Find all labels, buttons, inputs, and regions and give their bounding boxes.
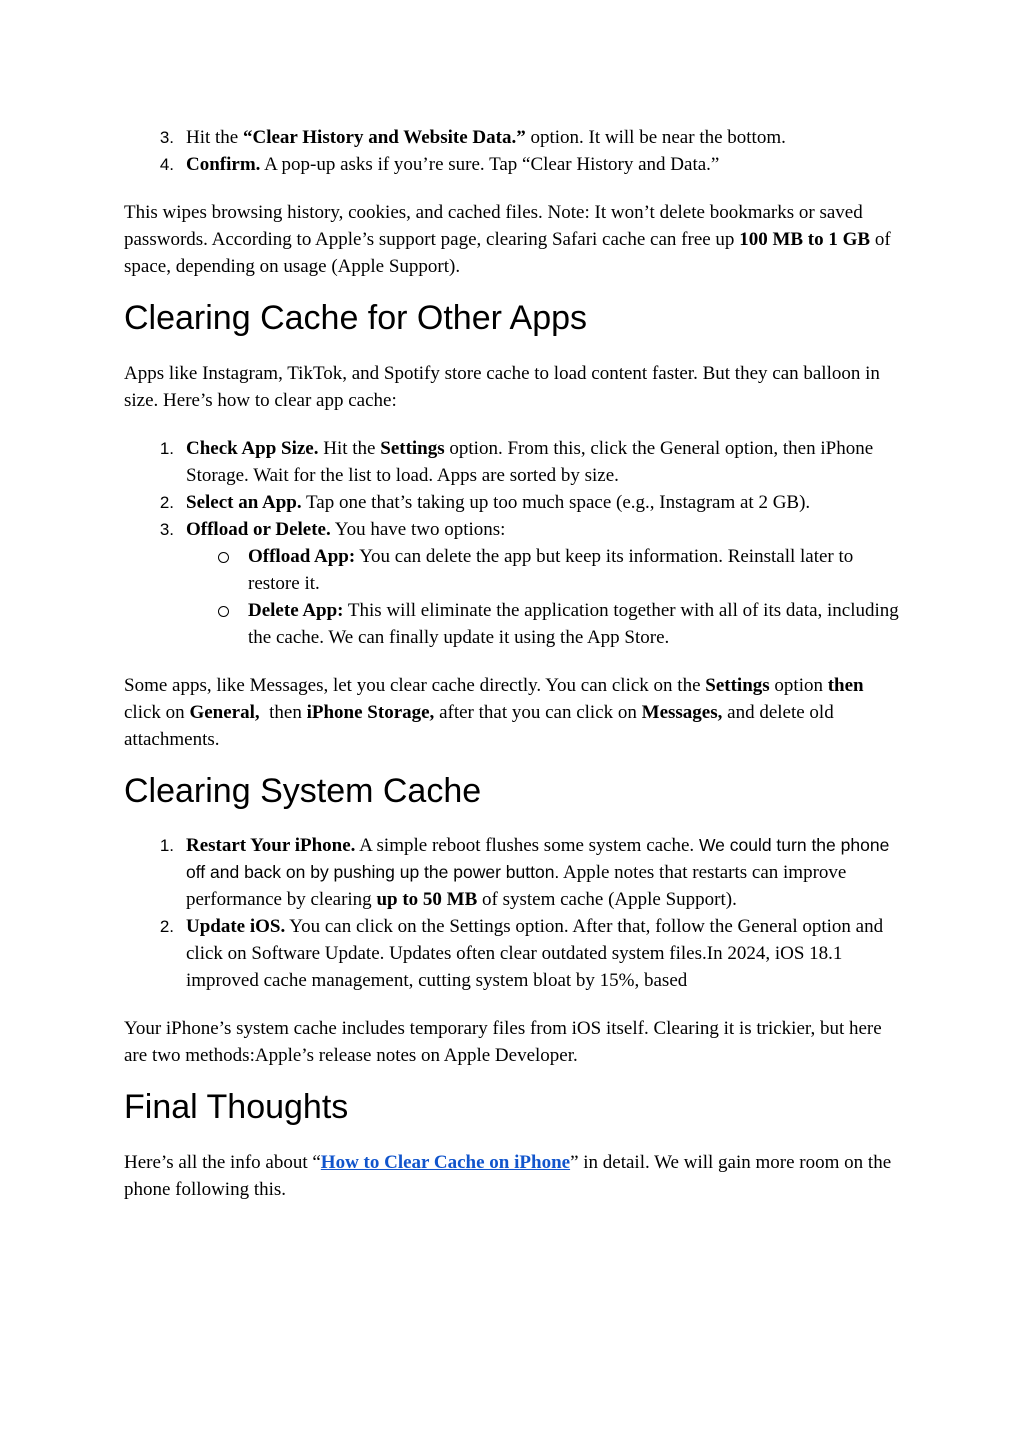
option-bold: Delete App: [248, 600, 344, 621]
document-page [124, 122, 900, 1203]
paragraph-bold: then [827, 675, 864, 696]
list-number: 1. [159, 439, 174, 458]
hollow-bullet-icon [218, 552, 229, 563]
step-text: Tap one that’s taking up too much space (e.g., Instagram at 2 GB). [301, 492, 811, 513]
paragraph-text: then [259, 702, 307, 723]
safari-steps-list [124, 124, 900, 178]
article-link[interactable]: How to Clear Cache on iPhone [320, 1152, 571, 1173]
paragraph-text: and delete old attachments. [124, 702, 834, 750]
list-number: 4. [159, 155, 174, 174]
messages-paragraph [124, 672, 900, 753]
step-text: Apple notes that restarts can improve performance by clearing [186, 862, 847, 910]
paragraph-text: click on [124, 702, 190, 723]
list-number: 3. [159, 128, 174, 147]
list-item [124, 516, 900, 651]
list-item [124, 489, 900, 516]
list-number: 3. [159, 520, 174, 539]
list-item [124, 832, 900, 913]
step-bold: Update iOS. [186, 916, 286, 937]
list-number: 2. [159, 917, 174, 936]
step-text: You can click on the Settings option. After that, follow the General option and click on Software Update. Updates often clear outdated system files.In 2024, iOS 18.1 improved cache management, cutting system bloat by 15%, based [186, 916, 884, 991]
step-sans-text: We could turn the phone off and back on by pushing up the power button. [186, 835, 890, 882]
sub-list-item [186, 597, 900, 651]
paragraph-text: after that you can click on [434, 702, 642, 723]
option-text: You can delete the app but keep its information. Reinstall later to restore it. [248, 546, 854, 594]
list-item [124, 913, 900, 994]
list-item [124, 435, 900, 489]
app-cache-steps-list [124, 435, 900, 651]
list-number: 1. [159, 836, 174, 855]
step-bold: Settings [380, 438, 445, 459]
step-bold: Confirm. [186, 154, 261, 175]
option-text: This will eliminate the application together with all of its data, including the cache. We can finally update it using the App Store. [248, 600, 899, 648]
step-bold: Check App Size. [186, 438, 319, 459]
paragraph-bold: 100 MB to 1 GB [739, 229, 871, 250]
step-bold: Restart Your iPhone. [186, 835, 356, 856]
step-bold: Select an App. [186, 492, 302, 513]
list-item [124, 151, 900, 178]
step-bold: Offload or Delete. [186, 519, 331, 540]
step-text: A simple reboot flushes some system cache. [355, 835, 699, 856]
step-text: You have two options: [330, 519, 506, 540]
paragraph-bold: General, [189, 702, 260, 723]
hollow-bullet-icon [218, 606, 229, 617]
system-cache-steps-list [124, 832, 900, 994]
section-heading: Clearing Cache for Other Apps [124, 299, 588, 337]
step-bold: up to 50 MB [376, 889, 478, 910]
option-bold: Offload App: [248, 546, 356, 567]
paragraph-text: option [769, 675, 828, 696]
step-text: option. From this, click the General option, then iPhone Storage. Wait for the list to load. Apps are sorted by size. [186, 438, 874, 486]
intro-paragraph: Apps like Instagram, TikTok, and Spotify store cache to load content faster. But they can balloon in size. Here’s how to clear app cache: [124, 363, 880, 411]
section-heading: Final Thoughts [124, 1088, 349, 1126]
list-item [124, 124, 900, 151]
step-text: A pop-up asks if you’re sure. Tap “Clear History and Data.” [260, 154, 720, 175]
paragraph-bold: Settings [705, 675, 770, 696]
list-number: 2. [159, 493, 174, 512]
paragraph-text: Here’s all the info about “ [124, 1152, 321, 1173]
sub-list-item [186, 543, 900, 597]
step-text: option. It will be near the bottom. [525, 127, 786, 148]
sub-options-list [186, 543, 900, 651]
system-outro-paragraph: Your iPhone’s system cache includes temporary files from iOS itself. Clearing it is trickier, but here are two methods:Apple’s release notes on Apple Developer. [124, 1018, 882, 1066]
paragraph-text: of space, depending on usage (Apple Support). [124, 229, 891, 277]
safari-paragraph [124, 199, 900, 280]
paragraph-bold: iPhone Storage, [306, 702, 435, 723]
paragraph-text: This wipes browsing history, cookies, and cached files. Note: It won’t delete bookmarks or saved passwords. According to Apple’s support page, clearing Safari cache can free up [124, 202, 863, 250]
section-heading: Clearing System Cache [124, 772, 482, 810]
step-text: Hit the [186, 127, 243, 148]
paragraph-text: ” in detail. We will gain more room on the phone following this. [124, 1152, 892, 1200]
step-bold: “Clear History and Website Data.” [243, 127, 526, 148]
step-text: of system cache (Apple Support). [477, 889, 737, 910]
paragraph-text: Some apps, like Messages, let you clear cache directly. You can click on the [124, 675, 706, 696]
paragraph-bold: Messages, [641, 702, 723, 723]
final-paragraph [124, 1149, 900, 1203]
step-text: Hit the [318, 438, 381, 459]
